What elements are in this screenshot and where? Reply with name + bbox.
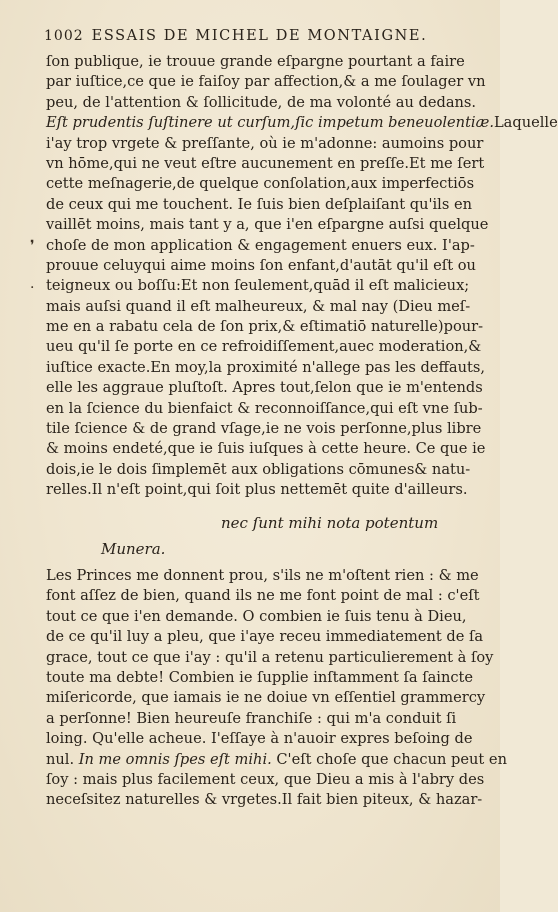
text-line: cette meſnagerie,de quelque conſolation,aux imperfectiōs bbox=[46, 175, 475, 193]
text-line: ſoy : mais plus facilement ceux, que Dieu a mis à l'abry des bbox=[46, 770, 485, 788]
latin-quote: Eſt prudentis ſuſtinere ut curſum,ſic impetum beneuolentiæ. bbox=[46, 114, 494, 132]
text-line: elle les aggraue pluſtoſt. Apres tout,ſelon que ie m'entends bbox=[46, 379, 483, 397]
text-line: par iuſtice,ce que ie faiſoy par affection,& a me ſoulager vn bbox=[46, 73, 486, 91]
text-line: ueu qu'il ſe porte en ce refroidiſſement,auec moderation,& bbox=[46, 338, 482, 356]
text-line: iuſtice exacte.En moy,la proximité n'allege pas les deffauts, bbox=[46, 358, 485, 376]
text-line: tile ſcience & de grand vſage,ie ne vois perſonne,plus libre bbox=[46, 420, 482, 438]
text-line: dois,ie le dois ſimplemēt aux obligations cōmunes& natu- bbox=[46, 460, 471, 478]
text-line: en la ſcience du bienfaict & reconnoiſſance,qui eſt vne ſub- bbox=[46, 399, 483, 417]
text-line: tout ce que i'en demande. O combien ie ſuis tenu à Dieu, bbox=[46, 607, 467, 625]
page-number: 1002 bbox=[44, 28, 84, 44]
verse-line-2: Munera. bbox=[101, 540, 166, 558]
text-fragment: nul. bbox=[46, 750, 75, 768]
text-line: font aſſez de bien, quand ils ne me font point de mal : c'eſt bbox=[46, 587, 480, 605]
running-head: ESSAIS DE MICHEL DE MONTAIGNE. bbox=[91, 28, 428, 44]
text-line: i'ay trop vrgete & preſſante, où ie m'adonne: aumoins pour bbox=[46, 134, 484, 152]
text-line: vaillēt moins, mais tant y a, que i'en eſpargne auſsi quelque bbox=[46, 216, 489, 234]
latin-quote-line bbox=[46, 113, 558, 133]
latin-quote: In me omnis ſpes eſt mihi. bbox=[78, 750, 272, 768]
margin-mark: ❜ bbox=[30, 238, 35, 254]
text-fragment: Laquelle bbox=[493, 114, 558, 132]
text-block-2 bbox=[46, 566, 507, 811]
text-line: de ceux qui me touchent. Ie ſuis bien deſplaiſant qu'ils en bbox=[46, 195, 472, 213]
text-line: neceſsitez naturelles & vrgetes.Il fait bien piteux, & hazar- bbox=[46, 791, 483, 809]
text-line: me en a rabatu cela de ſon prix,& eſtimatiō naturelle)pour- bbox=[46, 318, 484, 336]
text-line: Les Princes me donnent prou, s'ils ne m'oſtent rien : & me bbox=[46, 567, 479, 584]
text-line: teigneux ou boſſu:Et non ſeulement,quād il eſt malicieux; bbox=[46, 277, 470, 295]
text-line: de ce qu'il luy a pleu, que i'aye receu immediatement de ſa bbox=[46, 628, 484, 646]
text-line: peu, de l'attention & ſollicitude, de ma volonté au dedans. bbox=[46, 93, 477, 111]
latin-quote-line bbox=[46, 750, 507, 770]
text-line: loing. Qu'elle acheue. I'eſſaye à n'auoir expres beſoing de bbox=[46, 730, 473, 748]
text-block-1 bbox=[46, 52, 558, 501]
text-line: choſe de mon application & engagement enuers eux. I'ap- bbox=[46, 236, 475, 254]
text-line: grace, tout ce que i'ay : qu'il a retenu particulierement à ſoy bbox=[46, 648, 494, 666]
text-line: ſon publique, ie trouue grande eſpargne pourtant a faire bbox=[46, 53, 465, 70]
margin-mark: · bbox=[30, 280, 35, 296]
text-line: a perſonne! Bien heureuſe franchiſe : qui m'a conduit ſi bbox=[46, 709, 457, 727]
text-line: & moins endeté,que ie ſuis iuſques à cette heure. Ce que ie bbox=[46, 440, 486, 458]
text-line: vn hōme,qui ne veut eſtre aucunement en preſſe.Et me ſert bbox=[46, 154, 485, 172]
page-header bbox=[44, 28, 474, 44]
verse-line-1: nec ſunt mihi nota potentum bbox=[221, 514, 439, 532]
text-line: prouue celuyqui aime moins ſon enfant,d'autāt qu'il eſt ou bbox=[46, 256, 476, 274]
text-line: toute ma debte! Combien ie ſupplie inſtamment ſa ſaincte bbox=[46, 668, 474, 686]
text-line: mais auſsi quand il eſt malheureux, & mal nay (Dieu meſ- bbox=[46, 297, 471, 315]
text-fragment: C'eſt choſe que chacun peut en bbox=[276, 750, 507, 768]
text-line: miſericorde, que iamais ie ne doiue vn eſſentiel grammercy bbox=[46, 689, 486, 707]
text-line: relles.Il n'eſt point,qui ſoit plus nettemēt quite d'ailleurs. bbox=[46, 481, 468, 499]
